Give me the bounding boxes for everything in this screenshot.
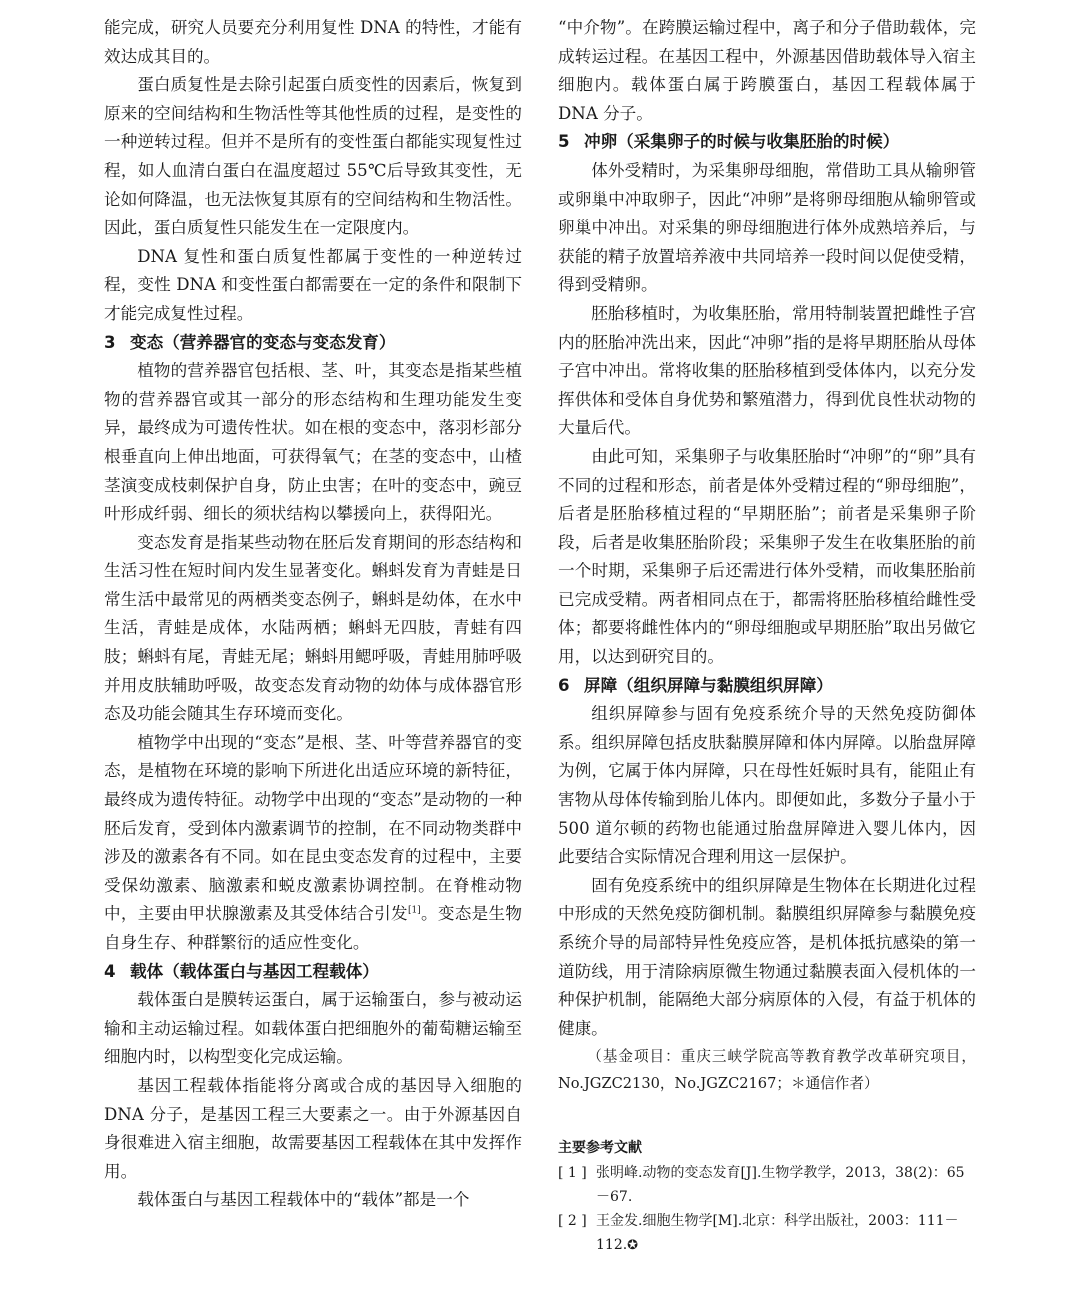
paragraph-continuation: 能完成，研究人员要充分利用复性 DNA 的特性，才能有效达成其目的。	[104, 18, 522, 66]
section-number: 3	[104, 332, 116, 352]
paragraph-continuation: “中介物”。在跨膜运输过程中，离子和分子借助载体，完成转运过程。在基因工程中，外源基因借助载体导入宿主细胞内。载体蛋白属于跨膜蛋白，基因工程载体属于 DNA 分子。	[558, 18, 976, 123]
paragraph-metamorphic-development: 变态发育是指某些动物在胚后发育期间的形态结构和生活习性在短时间内发生显著变化。蝌蚪发育为青蛙是日常生活中最常见的两栖类变态例子，蝌蚪是幼体，在水中生活，青蛙是成体，水陆两栖；蝌蚪无四肢，青蛙有四肢；蝌蚪有尾，青蛙无尾；蝌蚪用鳃呼吸，青蛙用肺呼吸并用皮肤辅助呼吸，故变态发育动物的幼体与成体器官形态及功能会随其生存环境而变化。	[104, 532, 522, 724]
reference-number: [ 1 ]	[558, 1165, 587, 1182]
end-mark-icon: ✪	[627, 1238, 639, 1254]
section-title: 冲卵（采集卵子的时候与收集胚胎的时候）	[584, 132, 900, 152]
reference-number: [ 2 ]	[558, 1213, 587, 1230]
paragraph-dna-protein-renaturation: DNA 复性和蛋白质复性都属于变性的一种逆转过程，变性 DNA 和变性蛋白都需要在一定的条件和限制下才能完成复性过程。	[104, 246, 522, 323]
section-number: 5	[558, 132, 570, 152]
reference-text: 王金发.细胞生物学[M].北京：科学出版社，2003：111－112.	[596, 1213, 959, 1254]
paragraph-text: 。变态是生物自身生存、种群繁衍的适应性变化。	[104, 904, 522, 952]
reference-item	[558, 1209, 976, 1258]
section-title: 屏障（组织屏障与黏膜组织屏障）	[584, 675, 833, 695]
paragraph-mucosal-barrier: 固有免疫系统中的组织屏障是生物体在长期进化过程中形成的天然免疫防御机制。黏膜组织屏障参与黏膜免疫系统介导的局部特异性免疫应答，是机体抵抗感染的第一道防线，用于清除病原微生物通过黏膜表面入侵机体的一种保护机制，能隔绝大部分病原体的入侵，有益于机体的健康。	[558, 875, 976, 1038]
paragraph-carrier-protein: 载体蛋白是膜转运蛋白，属于运输蛋白，参与被动运输和主动运输过程。如载体蛋白把细胞外的葡萄糖运输至细胞内时，以构型变化完成运输。	[104, 990, 522, 1067]
section-heading-3	[104, 329, 522, 358]
citation-1[interactable]: [1]	[407, 905, 421, 916]
section-heading-5	[558, 128, 976, 157]
section-title: 载体（载体蛋白与基因工程载体）	[130, 961, 379, 981]
reference-text: 张明峰.动物的变态发育[J].生物学教学，2013，38(2)：65－67.	[596, 1165, 965, 1206]
paragraph-plant-metamorphosis: 植物的营养器官包括根、茎、叶，其变态是指某些植物的营养器官或其一部分的形态结构和生理功能发生变异，最终成为可遗传性状。如在根的变态中，落羽杉部分根垂直向上伸出地面，可获得氧气；在茎的变态中，山楂茎演变成枝刺保护自身，防止虫害；在叶的变态中，豌豆叶形成纤弱、细长的须状结构以攀援向上，获得阳光。	[104, 361, 522, 524]
paragraph-protein-renaturation: 蛋白质复性是去除引起蛋白质变性的因素后，恢复到原来的空间结构和生物活性等其他性质的过程，是变性的一种逆转过程。但并不是所有的变性蛋白都能实现复性过程，如人血清白蛋白在温度超过 55℃后导致其变性，无论如何降温，也无法恢复其原有的空间结构和生物活性。因此，蛋白质复性只能发生在一定限度内。	[104, 75, 522, 238]
reference-item	[558, 1161, 976, 1209]
paragraph-comparison: 由此可知，采集卵子与收集胚胎时“冲卵”的“卵”具有不同的过程和形态，前者是体外受精过程的“卵母细胞”，后者是胚胎移植过程的“早期胚胎”；前者是采集卵子阶段，后者是收集胚胎阶段；采集卵子发生在收集胚胎的前一个时期，采集卵子后还需进行体外受精，而收集胚胎前已完成受精。两者相同点在于，都需将胚胎移植给雌性受体；都要将雌性体内的“卵母细胞或早期胚胎”取出另做它用，以达到研究目的。	[558, 446, 976, 667]
paragraph-text: 植物学中出现的“变态”是根、茎、叶等营养器官的变态，是植物在环境的影响下所进化出适应环境的新特征，最终成为遗传特征。动物学中出现的“变态”是动物的一种胚后发育，受到体内激素调节的控制，在不同动物类群中涉及的激素各有不同。如在昆虫变态发育的过程中，主要受保幼激素、脑激素和蜕皮激素协调控制。在脊椎动物中，主要由甲状腺激素及其受体结合引发	[104, 732, 522, 924]
section-heading-6	[558, 672, 976, 701]
paragraph-embryo-transfer: 胚胎移植时，为收集胚胎，常用特制装置把雌性子宫内的胚胎冲洗出来，因此“冲卵”指的是将早期胚胎从母体子宫中冲出。常将收集的胚胎移植到受体体内，以充分发挥供体和受体自身优势和繁殖潜力，得到优良性状动物的大量后代。	[558, 303, 976, 438]
section-number: 4	[104, 961, 116, 981]
paragraph-carrier-both: 载体蛋白与基因工程载体中的“载体”都是一个	[137, 1190, 470, 1210]
section-title: 变态（营养器官的变态与变态发育）	[130, 332, 396, 352]
section-number: 6	[558, 675, 570, 695]
left-column	[104, 14, 522, 1215]
paragraph-botany-zoology	[104, 729, 522, 958]
right-column	[558, 14, 976, 1258]
paragraph-tissue-barrier: 组织屏障参与固有免疫系统介导的天然免疫防御体系。组织屏障包括皮肤黏膜屏障和体内屏障。以胎盘屏障为例，它属于体内屏障，只在母性妊娠时具有，能阻止有害物从母体传输到胎儿体内。即便如此，多数分子量小于 500 道尔顿的药物也能通过胎盘屏障进入婴儿体内，因此要结合实际情况合理利用这一层保护。	[558, 704, 976, 867]
funding-note: （基金项目：重庆三峡学院高等教育教学改革研究项目，No.JGZC2130，No.JGZC2167；＊通信作者）	[558, 1048, 976, 1093]
paragraph-in-vitro-fertilization: 体外受精时，为采集卵母细胞，常借助工具从输卵管或卵巢中冲取卵子，因此“冲卵”是将卵母细胞从输卵管或卵巢中冲出。对采集的卵母细胞进行体外成熟培养后，与获能的精子放置培养液中共同培养一段时间以促使受精，得到受精卵。	[558, 160, 976, 295]
references-heading: 主要参考文献	[558, 1140, 642, 1157]
section-heading-4	[104, 958, 522, 987]
paragraph-gene-vector: 基因工程载体指能将分离或合成的基因导入细胞的 DNA 分子，是基因工程三大要素之一。由于外源基因自身很难进入宿主细胞，故需要基因工程载体在其中发挥作用。	[104, 1075, 522, 1181]
